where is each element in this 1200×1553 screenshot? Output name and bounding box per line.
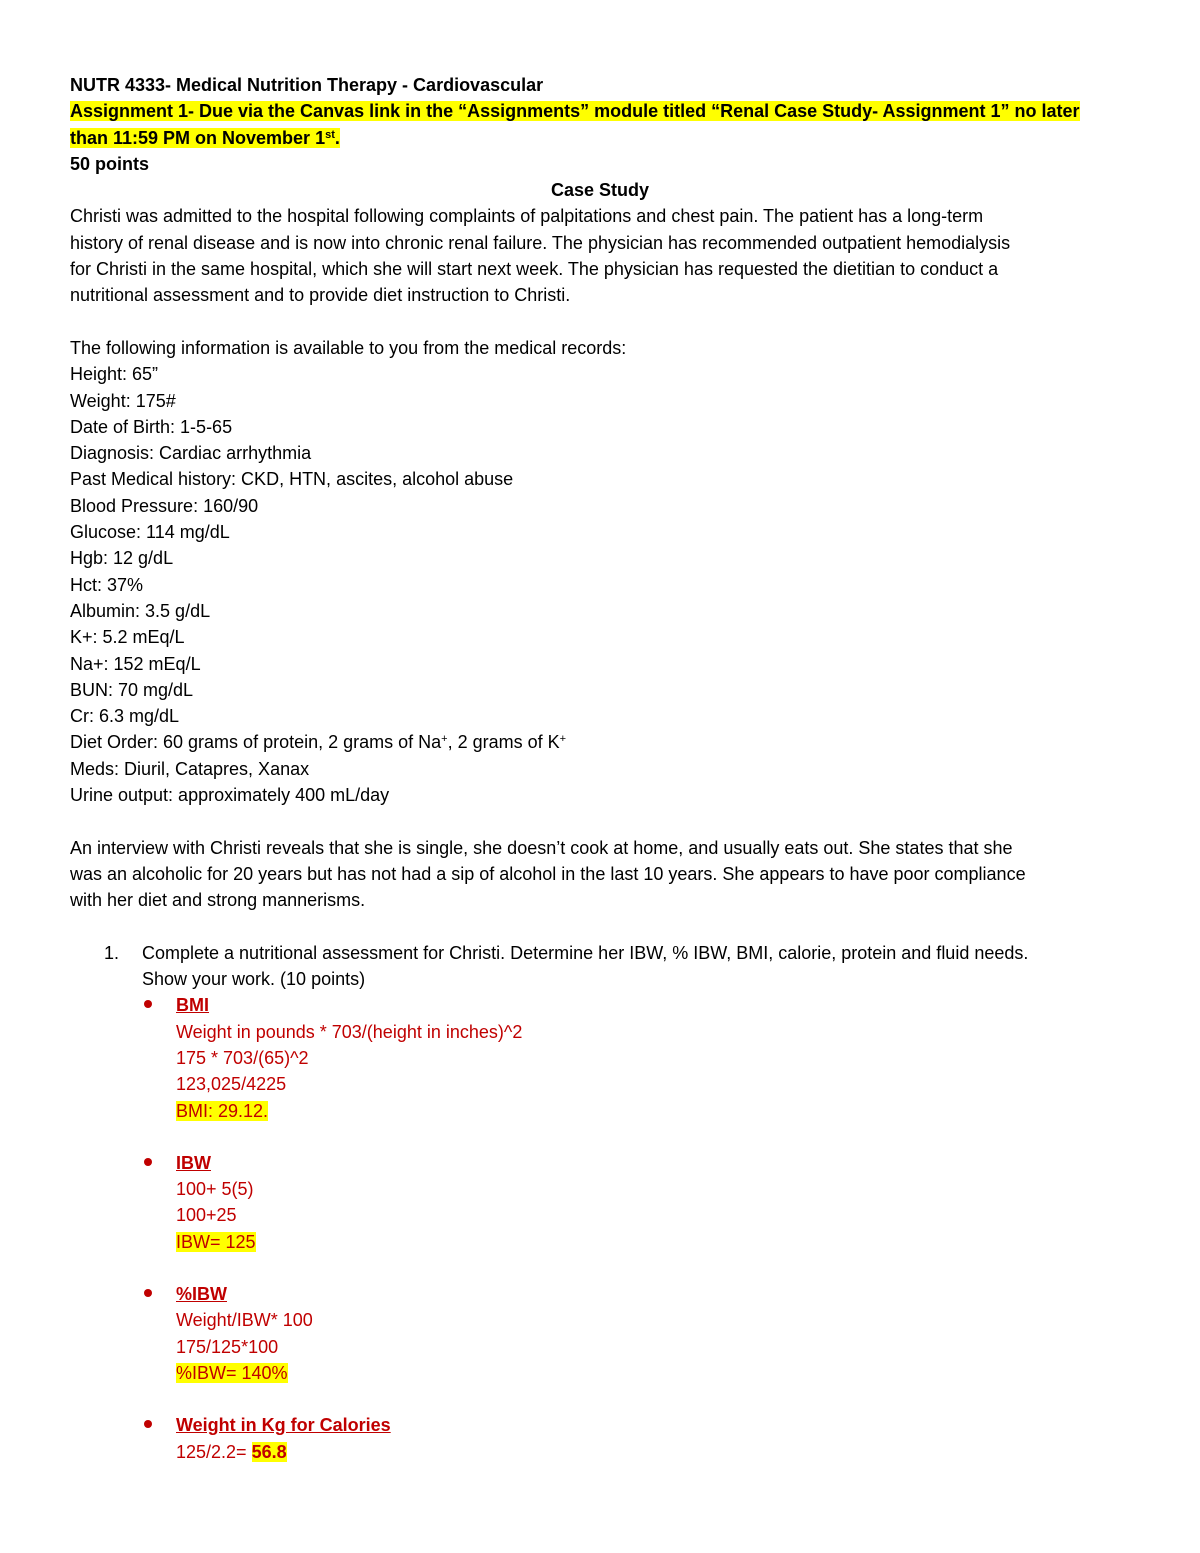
bullet-dot-icon <box>142 992 176 1123</box>
case-study-heading: Case Study <box>550 180 650 201</box>
paragraph-gap <box>70 808 1130 834</box>
intro-paragraph-line-3: for Christi in the same hospital, which she will start next week. The physician has requested the dietitian to conduct a <box>70 259 999 280</box>
interview-line-3: with her diet and strong mannerisms. <box>70 890 366 911</box>
intro-paragraph-line-2: history of renal disease and is now into chronic renal failure. The physician has recommended outpatient hemodialysis <box>70 232 1011 253</box>
assignment-due-period: . <box>334 127 340 148</box>
record-diet-order <box>70 729 1130 755</box>
bullet-dot-icon <box>142 1150 176 1255</box>
assignment-due-superscript: st <box>325 128 335 141</box>
answer-body <box>176 1281 1130 1386</box>
answer-line: Weight in pounds * 703/(height in inches)^2 <box>176 1021 523 1042</box>
answer-body <box>176 1150 1130 1255</box>
points-label: 50 points <box>70 153 150 174</box>
question-line-2: Show your work. (10 points) <box>142 969 366 990</box>
answer-body <box>176 1412 1130 1465</box>
course-title: NUTR 4333- Medical Nutrition Therapy - Cardiovascular <box>70 75 544 95</box>
answer-percent-ibw <box>142 1281 1130 1386</box>
assignment-due-text-1: Assignment 1- Due via the Canvas link in the “Assignments” module titled “Renal Case Study- Assignment 1” no later <box>70 101 1080 122</box>
paragraph-gap <box>70 914 1130 940</box>
answer-heading: %IBW <box>176 1284 227 1305</box>
records-intro: The following information is available to you from the medical records: <box>70 337 627 358</box>
question-number: 1. <box>104 942 120 963</box>
record-meds: Meds: Diuril, Catapres, Xanax <box>70 758 310 779</box>
record-blood-pressure: Blood Pressure: 160/90 <box>70 495 259 516</box>
paragraph-gap <box>70 309 1130 335</box>
answer-heading: IBW <box>176 1152 211 1173</box>
record-sodium: Na+: 152 mEq/L <box>70 653 201 674</box>
answer-line: 175 * 703/(65)^2 <box>176 1047 309 1068</box>
record-potassium: K+: 5.2 mEq/L <box>70 627 185 648</box>
question-text <box>142 940 1130 993</box>
assignment-due-line-2 <box>70 125 1130 151</box>
assignment-due-highlight-2 <box>70 128 340 148</box>
answer-list <box>142 992 1130 1464</box>
answer-line: 123,025/4225 <box>176 1074 287 1095</box>
diet-order-text-k: , 2 grams of K <box>447 732 560 753</box>
answer-line: 175/125*100 <box>176 1336 279 1357</box>
record-glucose: Glucose: 114 mg/dL <box>70 522 230 543</box>
record-hct: Hct: 37% <box>70 574 144 595</box>
answer-result: 56.8 <box>251 1441 287 1462</box>
question-1 <box>70 940 1130 993</box>
answer-result: %IBW= 140% <box>176 1362 288 1383</box>
record-weight: Weight: 175# <box>70 390 176 411</box>
record-height: Height: 65” <box>70 364 159 385</box>
answer-line: 100+ 5(5) <box>176 1179 254 1200</box>
record-dob: Date of Birth: 1-5-65 <box>70 416 233 437</box>
answer-gap <box>142 1386 1130 1412</box>
answer-result-line <box>176 1098 1130 1124</box>
diet-order-text: Diet Order: 60 grams of protein, 2 grams of Na <box>70 732 442 753</box>
diet-order-sup-na: + <box>441 733 448 746</box>
bullet-dot-icon <box>142 1281 176 1386</box>
answer-line: Weight/IBW* 100 <box>176 1310 313 1331</box>
record-history: Past Medical history: CKD, HTN, ascites, alcohol abuse <box>70 469 514 490</box>
answer-line: 100+25 <box>176 1205 237 1226</box>
document-content <box>70 72 1130 1465</box>
assignment-due-line-1 <box>70 98 1130 124</box>
record-creatinine: Cr: 6.3 mg/dL <box>70 706 180 727</box>
answer-result-line <box>176 1360 1130 1386</box>
interview-line-2: was an alcoholic for 20 years but has not had a sip of alcohol in the last 10 years. She appears to have poor compliance <box>70 863 1026 884</box>
answer-line: 125/2.2= <box>176 1441 252 1462</box>
answer-gap <box>142 1255 1130 1281</box>
answer-result: BMI: 29.12. <box>176 1100 269 1121</box>
intro-paragraph-line-1: Christi was admitted to the hospital following complaints of palpitations and chest pain. The patient has a long-term <box>70 206 984 227</box>
answer-ibw <box>142 1150 1130 1255</box>
answer-weight-kg <box>142 1412 1130 1465</box>
answer-bmi <box>142 992 1130 1123</box>
assignment-due-text-2: than 11:59 PM on November 1 <box>70 127 326 148</box>
answer-gap <box>142 1124 1130 1150</box>
answer-heading: Weight in Kg for Calories <box>176 1415 391 1436</box>
intro-paragraph-line-4: nutritional assessment and to provide diet instruction to Christi. <box>70 285 571 306</box>
record-hgb: Hgb: 12 g/dL <box>70 548 174 569</box>
record-diagnosis: Diagnosis: Cardiac arrhythmia <box>70 443 312 464</box>
record-bun: BUN: 70 mg/dL <box>70 679 194 700</box>
question-line-1: Complete a nutritional assessment for Christi. Determine her IBW, % IBW, BMI, calorie, protein and fluid needs. <box>142 942 1029 963</box>
answer-result-line <box>176 1229 1130 1255</box>
record-urine: Urine output: approximately 400 mL/day <box>70 785 390 806</box>
diet-order-sup-k: + <box>559 733 567 746</box>
answer-body <box>176 992 1130 1123</box>
answer-result: IBW= 125 <box>176 1231 256 1252</box>
answer-heading: BMI <box>176 995 209 1016</box>
record-albumin: Albumin: 3.5 g/dL <box>70 600 211 621</box>
answer-result-line <box>176 1439 1130 1465</box>
interview-line-1: An interview with Christi reveals that she is single, she doesn’t cook at home, and usually eats out. She states that she <box>70 837 1013 858</box>
bullet-dot-icon <box>142 1412 176 1465</box>
